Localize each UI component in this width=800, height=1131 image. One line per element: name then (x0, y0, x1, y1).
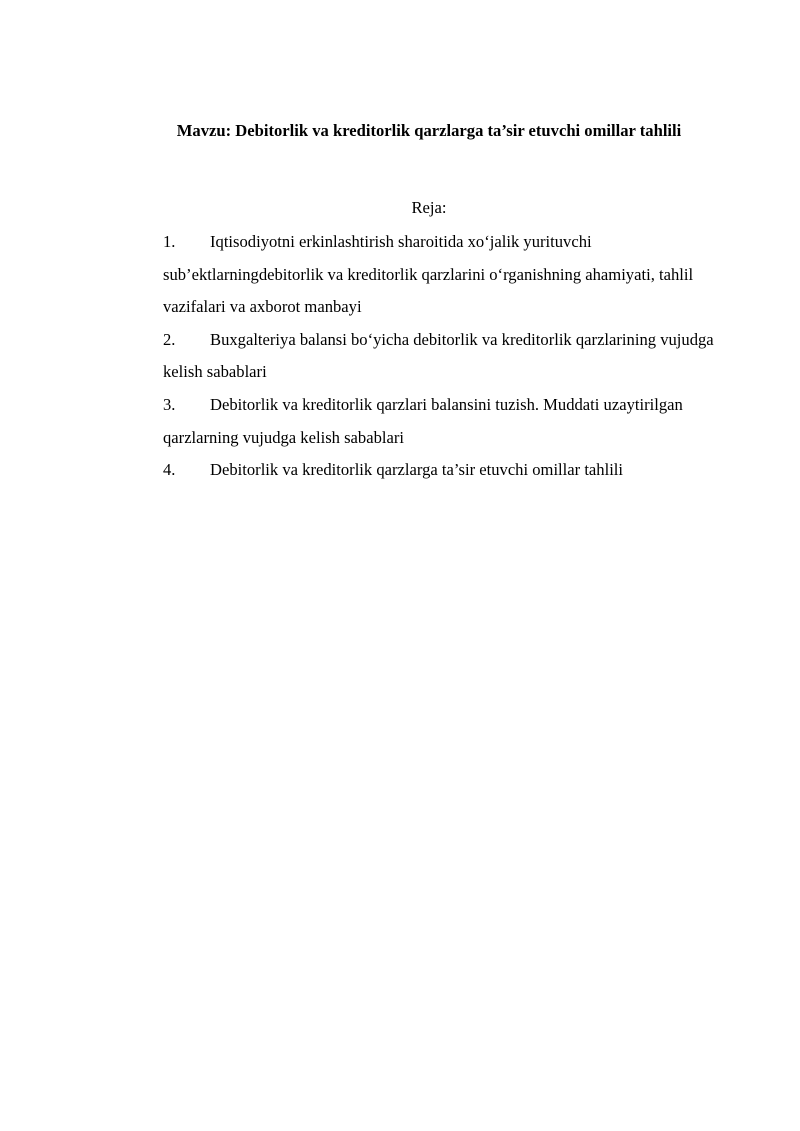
document-title: Mavzu: Debitorlik va kreditorlik qarzlarga ta’sir etuvchi omillar tahlili (176, 121, 682, 140)
plan-item-2 (163, 324, 733, 389)
plan-item-number: 3. (163, 394, 176, 414)
plan-item-1 (163, 226, 733, 324)
plan-item-4 (163, 454, 733, 487)
plan-item-text: Iqtisodiyotni erkinlashtirish sharoitida xo‘jalik yurituvchi sub’ektlarningdebitorlik va kreditorlik qarzlarini o‘rganishning ahamiyati, tahlil vazifalari va axborot manbayi (163, 232, 698, 317)
plan-item-text: Debitorlik va kreditorlik qarzlari balansini tuzish. Muddati uzaytirilgan qarzlarning vujudga kelish sabablari (163, 394, 692, 447)
plan-item-3 (163, 389, 733, 454)
plan-heading: Reja: (411, 198, 447, 217)
plan-item-number: 1. (163, 232, 176, 251)
plan-list (163, 226, 733, 487)
plan-item-text: Debitorlik va kreditorlik qarzlarga ta’sir etuvchi omillar tahlili (210, 460, 624, 480)
plan-item-number: 2. (163, 329, 176, 349)
plan-item-number: 4. (163, 460, 176, 480)
plan-item-text: Buxgalteriya balansi bo‘yicha debitorlik va kreditorlik qarzlarining vujudga kelish sabablari (163, 329, 722, 382)
